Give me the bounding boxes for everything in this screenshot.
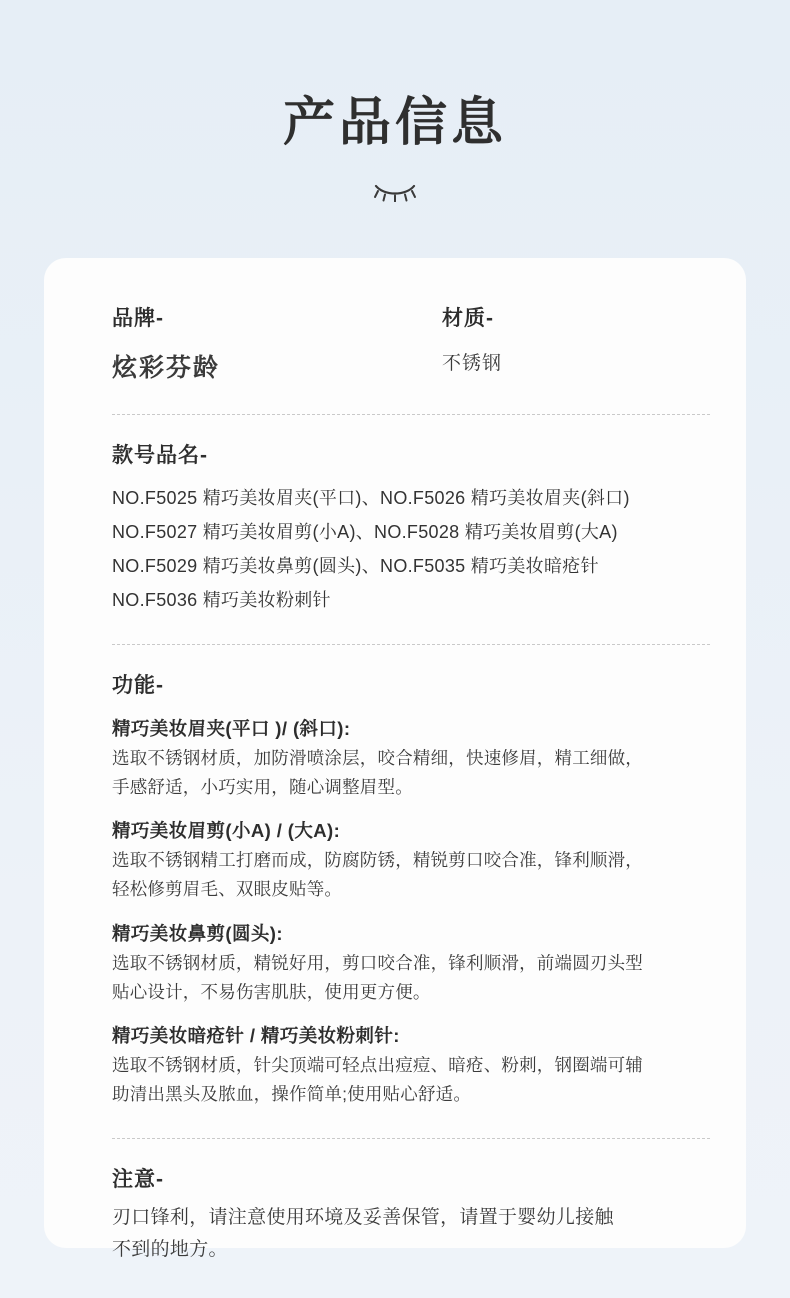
function-body xyxy=(112,950,710,1006)
list-item xyxy=(112,1022,710,1108)
list-item: NO.F5027 精巧美妆眉剪(小A)、NO.F5028 精巧美妆眉剪(大A) xyxy=(112,522,618,542)
function-line: 选取不锈钢材质，精锐好用，剪口咬合准，锋利顺滑，前端圆刃头型 xyxy=(112,952,643,973)
function-line: 贴心设计，不易伤害肌肤，使用更方便。 xyxy=(112,981,431,1002)
function-body xyxy=(112,847,710,903)
function-line: 选取不锈钢精工打磨而成，防腐防锈，精锐剪口咬合准，锋利顺滑， xyxy=(112,850,643,871)
page-title: 产品信息 xyxy=(282,94,507,152)
function-body xyxy=(112,745,710,801)
product-info-card xyxy=(44,258,746,1261)
function-line: 手感舒适，小巧实用，随心调整眉型。 xyxy=(112,777,413,798)
model-section xyxy=(112,415,710,614)
notice-label: 注意- xyxy=(112,1168,164,1191)
list-item xyxy=(112,715,710,801)
function-line: 助清出黑头及脓血，操作简单;使用贴心舒适。 xyxy=(112,1083,472,1104)
brand-value: 炫彩芬龄 xyxy=(112,354,221,382)
list-item: NO.F5025 精巧美妆眉夹(平口)、NO.F5026 精巧美妆眉夹(斜口) xyxy=(112,488,630,508)
list-item xyxy=(112,817,710,903)
material-label: 材质- xyxy=(442,307,494,330)
material-field xyxy=(442,302,710,375)
function-line: 选取不锈钢材质，针尖顶端可轻点出痘痘、暗疮、粉刺，钢圈端可辅 xyxy=(112,1054,643,1075)
list-item xyxy=(112,920,710,1006)
function-title: 精巧美妆暗疮针 / 精巧美妆粉刺针: xyxy=(112,1024,400,1046)
eyelash-icon xyxy=(372,180,418,202)
notice-body xyxy=(112,1203,710,1266)
function-label: 功能- xyxy=(112,674,164,697)
list-item: NO.F5029 精巧美妆鼻剪(圆头)、NO.F5035 精巧美妆暗疮针 xyxy=(112,556,599,576)
function-title: 精巧美妆眉剪(小A) / (大A): xyxy=(112,820,341,842)
function-title: 精巧美妆眉夹(平口 )/ (斜口): xyxy=(112,718,351,739)
material-value: 不锈钢 xyxy=(442,353,503,374)
brand-field xyxy=(112,302,442,384)
brand-material-row xyxy=(112,302,710,384)
function-section xyxy=(112,645,710,1108)
function-title: 精巧美妆鼻剪(圆头): xyxy=(112,922,283,944)
notice-section xyxy=(112,1139,710,1266)
list-item: NO.F5036 精巧美妆粉刺针 xyxy=(112,590,331,610)
function-body xyxy=(112,1052,710,1108)
notice-line: 刃口锋利，请注意使用环境及妥善保管，请置于婴幼儿接触 xyxy=(112,1207,614,1228)
function-line: 轻松修剪眉毛、双眼皮贴等。 xyxy=(112,879,343,900)
model-list xyxy=(112,485,710,614)
model-label: 款号品名- xyxy=(112,444,208,467)
brand-label: 品牌- xyxy=(112,307,164,330)
notice-line: 不到的地方。 xyxy=(112,1239,228,1261)
function-line: 选取不锈钢材质，加防滑喷涂层，咬合精细，快速修眉，精工细做， xyxy=(112,748,643,768)
